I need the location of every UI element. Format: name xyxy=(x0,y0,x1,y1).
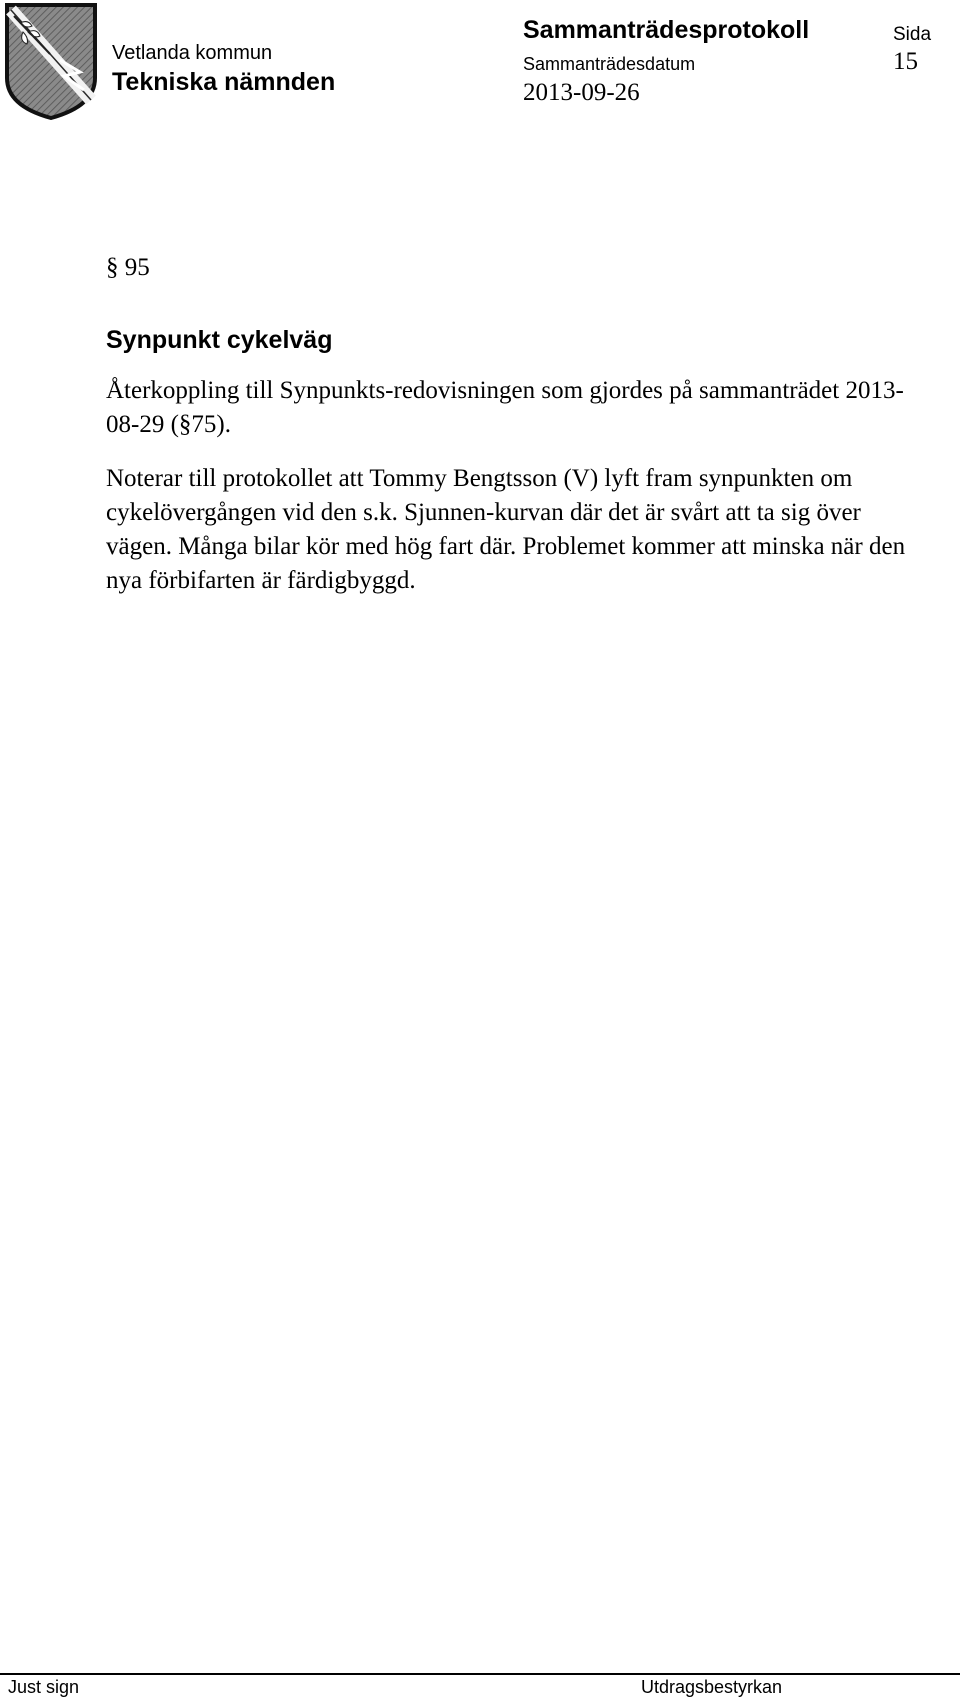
page-number: 15 xyxy=(893,48,918,75)
coat-of-arms-logo xyxy=(4,2,98,120)
committee-name: Tekniska nämnden xyxy=(112,68,336,96)
footer-divider xyxy=(0,1673,960,1675)
page-label: Sida xyxy=(893,24,932,45)
document-title: Sammanträdesprotokoll xyxy=(523,16,810,44)
certification-label: Utdragsbestyrkan xyxy=(641,1677,783,1697)
signature-label: Just sign xyxy=(8,1677,80,1697)
body-paragraph: Återkoppling till Synpunkts-redovisningen som gjordes på sammanträdet 2013-08-29 (§75). xyxy=(106,377,904,438)
meeting-date: 2013-09-26 xyxy=(523,79,640,106)
municipality-name: Vetlanda kommun xyxy=(112,42,273,64)
section-heading: Synpunkt cykelväg xyxy=(106,326,333,354)
meeting-date-label: Sammanträdesdatum xyxy=(523,54,696,74)
paragraph-number: § 95 xyxy=(106,254,150,281)
municipal-coat-of-arms-icon xyxy=(4,2,98,120)
body-paragraph: Noterar till protokollet att Tommy Bengtsson (V) lyft fram synpunkten om cykelövergången vid den s.k. Sjunnen-kurvan där det är svårt att ta sig över vägen. Många bilar kör med hög fart där. Problemet kommer att minska när den nya förbifarten är färdigbyggd. xyxy=(106,465,906,594)
